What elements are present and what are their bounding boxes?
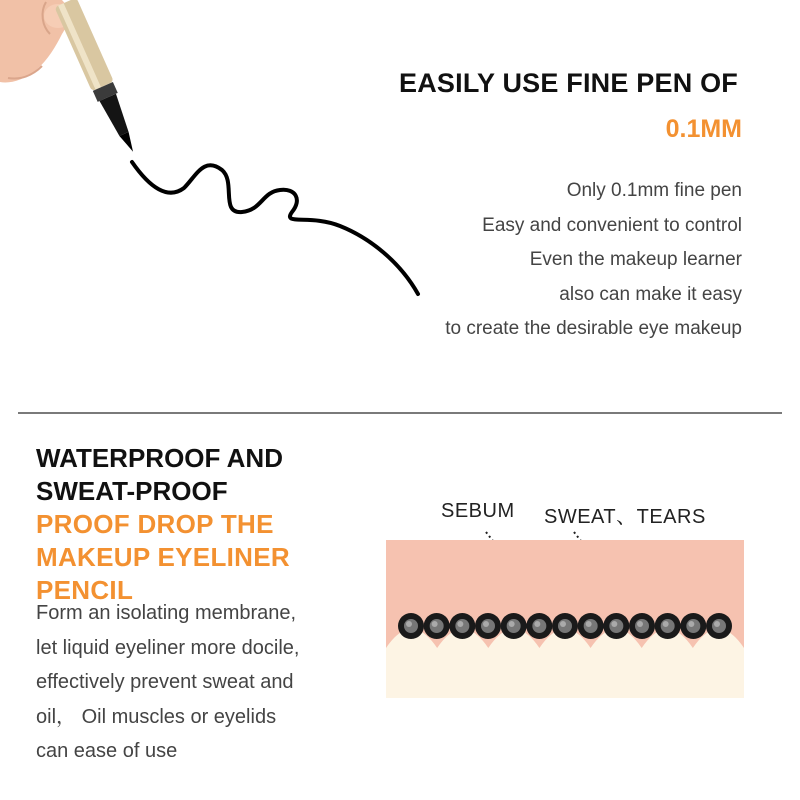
description-line: Even the makeup learner xyxy=(529,249,742,270)
membrane-bead-highlight xyxy=(586,621,592,627)
heading-0-1mm: 0.1MM xyxy=(665,115,742,143)
membrane-bead-highlight xyxy=(406,621,412,627)
description-line: Only 0.1mm fine pen xyxy=(566,180,742,201)
membrane-bead-highlight xyxy=(714,621,720,627)
waterproof-subtitle xyxy=(36,508,290,607)
membrane-bead-highlight xyxy=(560,621,566,627)
membrane-bead-highlight xyxy=(432,621,438,627)
membrane-bead-highlight xyxy=(688,621,694,627)
description-line: let liquid eyeliner more docile, xyxy=(36,636,300,659)
subtitle-line: PENCIL xyxy=(36,575,134,605)
fine-pen-description xyxy=(445,174,742,347)
heading-fine-pen: EASILY USE FINE PEN OF xyxy=(399,68,738,98)
hand-holding-pen-icon xyxy=(0,0,430,310)
description-line: effectively prevent sweat and xyxy=(36,671,294,693)
membrane-bead-highlight xyxy=(663,621,669,627)
waterproof-title xyxy=(36,442,283,508)
subtitle-line: PROOF DROP THE xyxy=(36,509,274,539)
section-divider xyxy=(18,412,782,414)
label-sweat-tears: SWEAT、TEARS xyxy=(544,506,706,528)
membrane-bead-highlight xyxy=(637,621,643,627)
title-line: WATERPROOF AND xyxy=(36,443,283,473)
membrane-bead-highlight xyxy=(483,621,489,627)
membrane-bead-highlight xyxy=(457,621,463,627)
description-line: oil， Oil muscles or eyelids xyxy=(36,705,277,728)
membrane-bead-highlight xyxy=(534,621,540,627)
description-line: Form an isolating membrane, xyxy=(36,602,297,624)
membrane-bead-highlight xyxy=(509,621,515,627)
membrane-bead-highlight xyxy=(611,621,617,627)
label-sebum: SEBUM xyxy=(441,500,515,522)
description-line: Easy and convenient to control xyxy=(482,214,742,236)
skin-barrier-diagram xyxy=(386,540,744,698)
description-line: also can make it easy xyxy=(559,283,742,305)
subtitle-line: MAKEUP EYELINER xyxy=(36,542,290,572)
waterproof-description xyxy=(36,596,299,769)
description-line: to create the desirable eye makeup xyxy=(445,318,742,339)
title-line: SWEAT-PROOF xyxy=(36,476,228,506)
description-line: can ease of use xyxy=(36,740,178,762)
